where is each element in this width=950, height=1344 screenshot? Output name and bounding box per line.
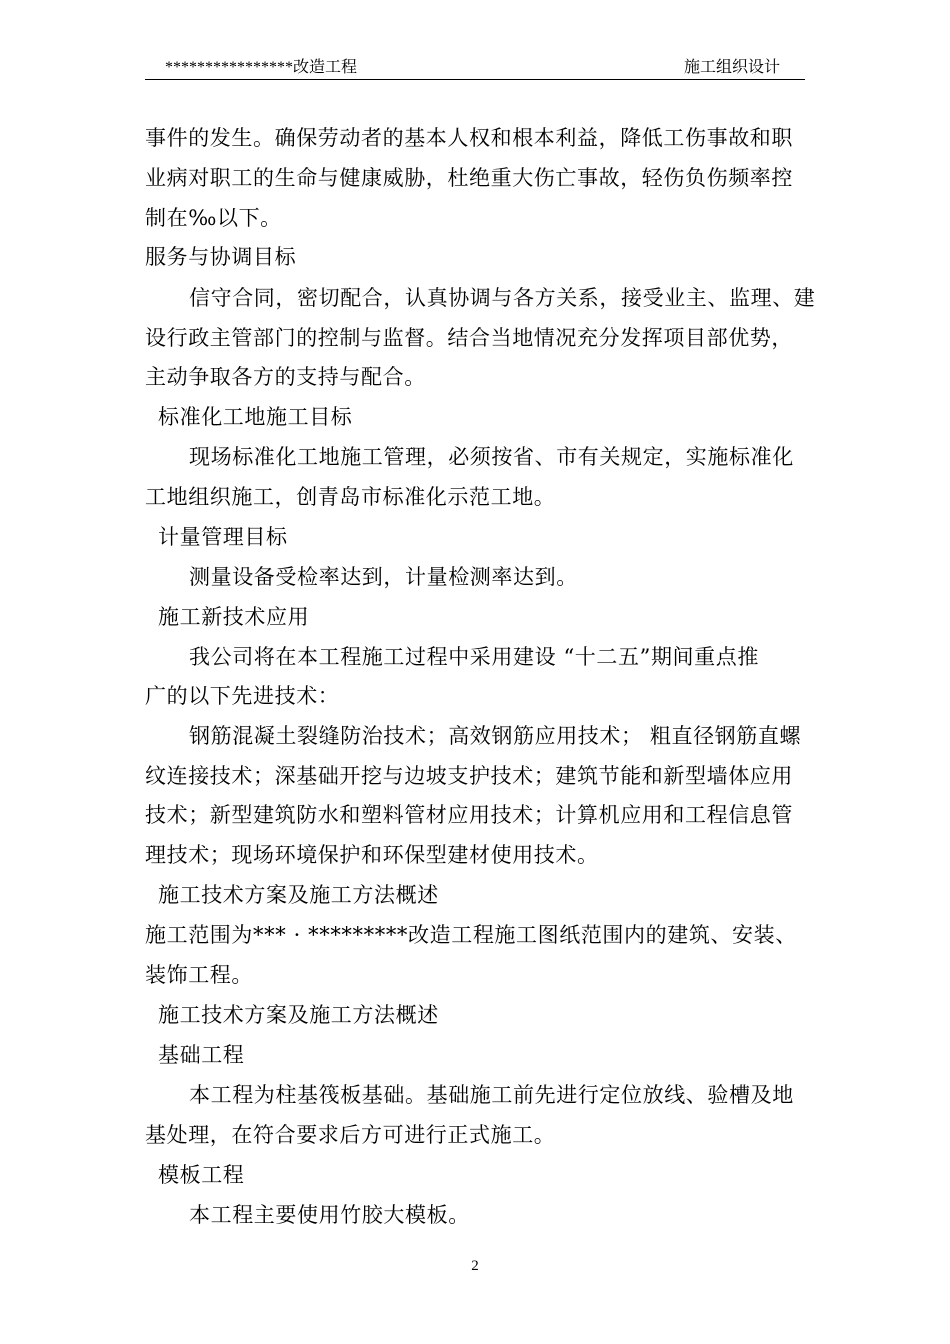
section-heading: 基础工程 xyxy=(158,1043,245,1067)
body-line: 施工范围为*** · *********改造工程施工图纸范围内的建筑、安装、 xyxy=(145,923,797,947)
section-heading: 施工技术方案及施工方法概述 xyxy=(158,883,439,907)
body-line: 事件的发生。确保劳动者的基本人权和根本利益，降低工伤事故和职 xyxy=(145,126,793,150)
section-heading: 服务与协调目标 xyxy=(145,245,297,269)
header-project-title: ****************改造工程 xyxy=(165,59,358,76)
body-line: 现场标准化工地施工管理，必须按省、市有关规定，实施标准化 xyxy=(189,445,794,469)
body-line: 业病对职工的生命与健康威胁，杜绝重大伤亡事故，轻伤负伤频率控 xyxy=(145,166,793,190)
body-line: 制在‰以下。 xyxy=(145,206,282,230)
body-line: 本工程主要使用竹胶大模板。 xyxy=(189,1203,470,1227)
body-line: 纹连接技术；深基础开挖与边坡支护技术；建筑节能和新型墙体应用 xyxy=(145,764,793,788)
section-heading: 标准化工地施工目标 xyxy=(158,405,353,429)
page-number: 2 xyxy=(471,1258,479,1274)
section-heading: 模板工程 xyxy=(158,1163,245,1187)
body-line: 广的以下先进技术： xyxy=(145,684,340,708)
section-heading: 计量管理目标 xyxy=(158,525,288,549)
body-line: 基处理，在符合要求后方可进行正式施工。 xyxy=(145,1123,556,1147)
body-line: 设行政主管部门的控制与监督。结合当地情况充分发挥项目部优势， xyxy=(145,326,793,350)
header-section-title: 施工组织设计 xyxy=(684,59,781,76)
body-line: 工地组织施工，创青岛市标准化示范工地。 xyxy=(145,485,556,509)
body-line: 主动争取各方的支持与配合。 xyxy=(145,365,426,389)
section-heading: 施工技术方案及施工方法概述 xyxy=(158,1003,439,1027)
body-line: 信守合同，密切配合，认真协调与各方关系，接受业主、监理、建 xyxy=(189,286,816,310)
body-line: 装饰工程。 xyxy=(145,963,253,987)
body-line: 钢筋混凝土裂缝防治技术；高效钢筋应用技术； 粗直径钢筋直螺 xyxy=(189,724,802,748)
body-line: 本工程为柱基筏板基础。基础施工前先进行定位放线、验槽及地 xyxy=(189,1083,794,1107)
body-line: 我公司将在本工程施工过程中采用建设 “十二五”期间重点推 xyxy=(189,645,759,669)
body-line: 理技术；现场环境保护和环保型建材使用技术。 xyxy=(145,843,599,867)
body-line: 测量设备受检率达到，计量检测率达到。 xyxy=(189,565,578,589)
body-line: 技术；新型建筑防水和塑料管材应用技术；计算机应用和工程信息管 xyxy=(145,803,793,827)
header-rule xyxy=(145,79,805,80)
section-heading: 施工新技术应用 xyxy=(158,605,310,629)
